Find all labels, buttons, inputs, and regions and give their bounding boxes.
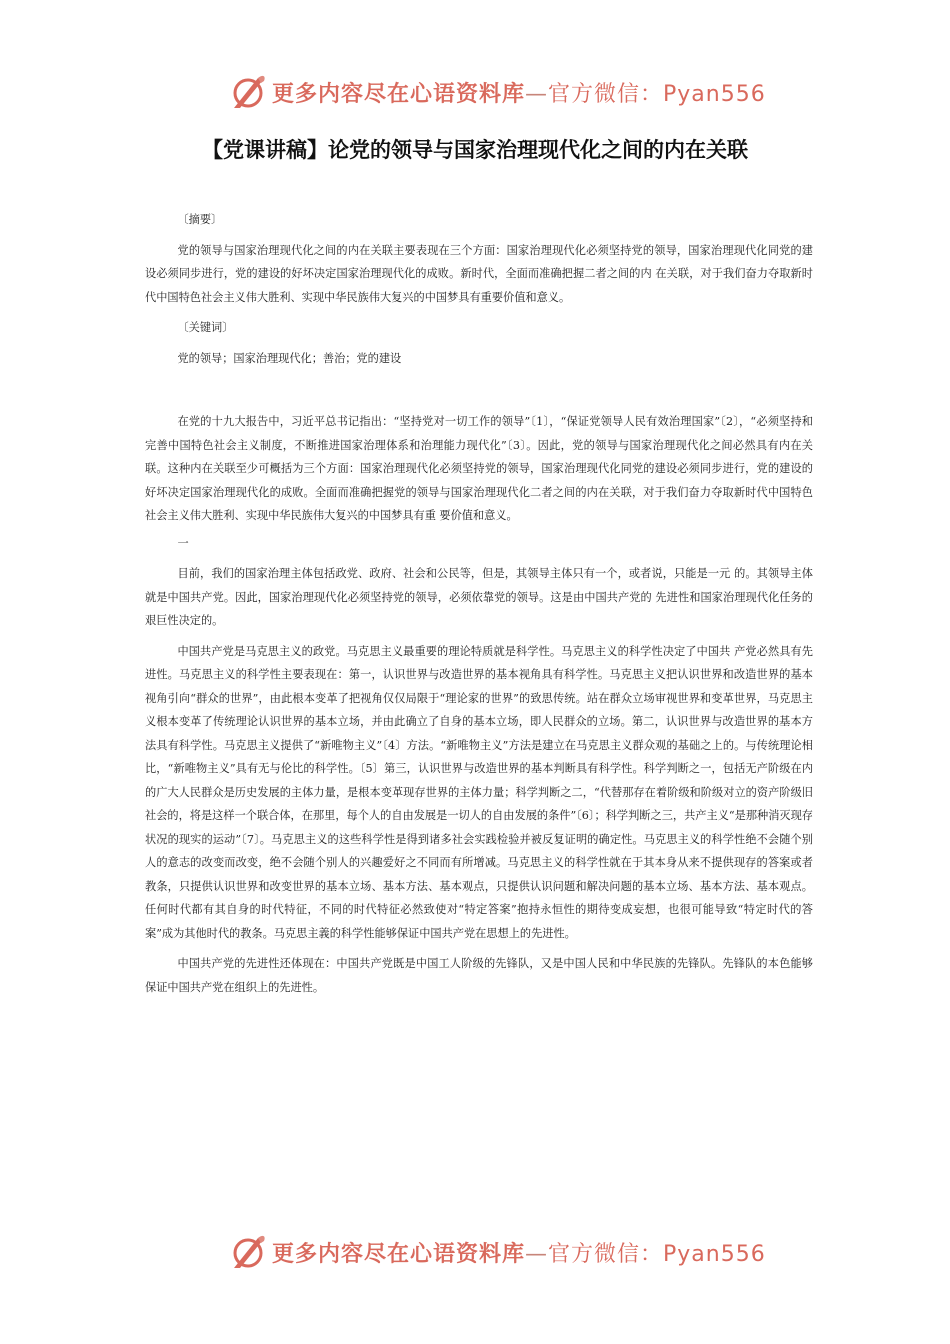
abstract-text: 党的领导与国家治理现代化之间的内在关联主要表现在三个方面：国家治理现代化必须坚持党的领导，国家治理现代化同党的建设必须同步进行，党的建设的好坏决定国家治理现代化的成败。新时代，全面而准确把握二者之间的内 在关联，对于我们奋力夺取新时代中国特色社会主义伟大胜利、实现中华民族伟大复兴的中国梦具有重要价值和意义。 bbox=[145, 243, 813, 304]
section-number: 一 bbox=[177, 536, 189, 550]
banner-wechat-text: 官方微信：Pyan556 bbox=[548, 81, 766, 107]
body-paragraph: 目前，我们的国家治理主体包括政党、政府、社会和公民等，但是，其领导主体只有一个，或者说，只能是一元 的。其领导主体就是中国共产党。因此，国家治理现代化必须坚持党的领导，必须依靠党的领导。这是由中国共产党的 先进性和国家治理现代化任务的艰巨性决定的。 bbox=[145, 567, 813, 627]
quill-logo-icon bbox=[228, 1232, 268, 1272]
banner-main-text: 更多内容尽在心语资料库 bbox=[272, 81, 526, 107]
keywords-text: 党的领导；国家治理现代化；善治；党的建设 bbox=[177, 351, 402, 365]
banner-separator: — bbox=[525, 81, 549, 107]
footer-banner bbox=[228, 1230, 766, 1274]
banner-wechat-text: 官方微信：Pyan556 bbox=[548, 1241, 766, 1267]
body-paragraph: 中国共产党是马克思主义的政党。马克思主义最重要的理论特质就是科学性。马克思主义的科学性决定了中国共 产党必然具有先进性。马克思主义的科学性主要表现在：第一，认识世界与改造世界的基本视角具有科学性。马克思主义把认识世界和改造世界的基本视角引向“群众的世界”，由此根本变革了把视角仅仅局限于“理论家的世界”的致思传统。站在群众立场审视世界和变革世界，马克思主义根本变革了传统理论认识世界的基本立场，并由此确立了自身的基本立场，即人民群众的立场。第二，认识世界与改造世界的基本方法具有科学性。马克思主义提供了“新唯物主义”〔4〕方法。“新唯物主义”方法是建立在马克思主义群众观的基础之上的。与传统理论相比，“新唯物主义”具有无与伦比的科学性。〔5〕第三，认识世界与改造世界的基本判断具有科学性。科学判断之一，包括无产阶级在内的广大人民群众是历史发展的主体力量，是根本变革现存世界的主体力量；科学判断之二，“代替那存在着阶级和阶级对立的资产阶级旧社会的，将是这样一个联合体，在那里，每个人的自由发展是一切人的自由发展的条件”〔6〕；科学判断之三，共产主义“是那种消灭现存状况的现实的运动”〔7〕。马克思主义的这些科学性是得到诸多社会实践检验并被反复证明的确定性。马克思主义的科学性绝不会随个别人的意志的改变而改变，绝不会随个别人的兴趣爱好之不同而有所增减。马克思主义的科学性就在于其本身从来不提供现存的答案或者教条，只提供认识世界和改变世界的基本立场、基本方法、基本观点，只提供认识问题和解决问题的基本立场、基本方法、基本观点。任何时代都有其自身的时代特征，不同的时代特征必然致使对“特定答案”抱持永恒性的期待变成妄想，也很可能导致“特定时代的答案”成为其他时代的教条。马克思主義的科学性能够保证中国共产党在思想上的先进性。 bbox=[145, 644, 813, 940]
document-body bbox=[145, 208, 813, 999]
quill-logo-icon bbox=[228, 72, 268, 112]
banner-text bbox=[272, 77, 766, 108]
banner-separator: — bbox=[525, 1241, 549, 1267]
body-paragraph: 中国共产党的先进性还体现在：中国共产党既是中国工人阶级的先锋队，又是中国人民和中华民族的先锋队。先锋队的本色能够保证中国共产党在组织上的先进性。 bbox=[145, 957, 813, 994]
abstract-label: 〔摘要〕 bbox=[177, 213, 223, 226]
body-paragraph: 在党的十九大报告中，习近平总书记指出：“坚持党对一切工作的领导”〔1〕，“保证党领导人民有效治理国家”〔2〕，“必须坚持和完善中国特色社会主义制度，不断推进国家治理体系和治理能力现代化”〔3〕。因此，党的领导与国家治理现代化之间必然具有内在关联。这种内在关联至少可概括为三个方面：国家治理现代化必须坚持党的领导，国家治理现代化同党的建设必须同步进行，党的建设的好坏决定国家治理现代化的成败。全面而准确把握党的领导与国家治理现代化二者之间的内在关联，对于我们奋力夺取新时代中国特色社会主义伟大胜利、实现中华民族伟大复兴的中国梦具有重 要价值和意义。 bbox=[145, 415, 813, 522]
banner-main-text: 更多内容尽在心语资料库 bbox=[272, 1241, 526, 1267]
banner-text bbox=[272, 1237, 766, 1268]
header-banner bbox=[228, 70, 766, 114]
keywords-label: 〔关键词〕 bbox=[177, 321, 234, 334]
page-title: 【党课讲稿】论党的领导与国家治理现代化之间的内在关联 bbox=[202, 138, 748, 162]
